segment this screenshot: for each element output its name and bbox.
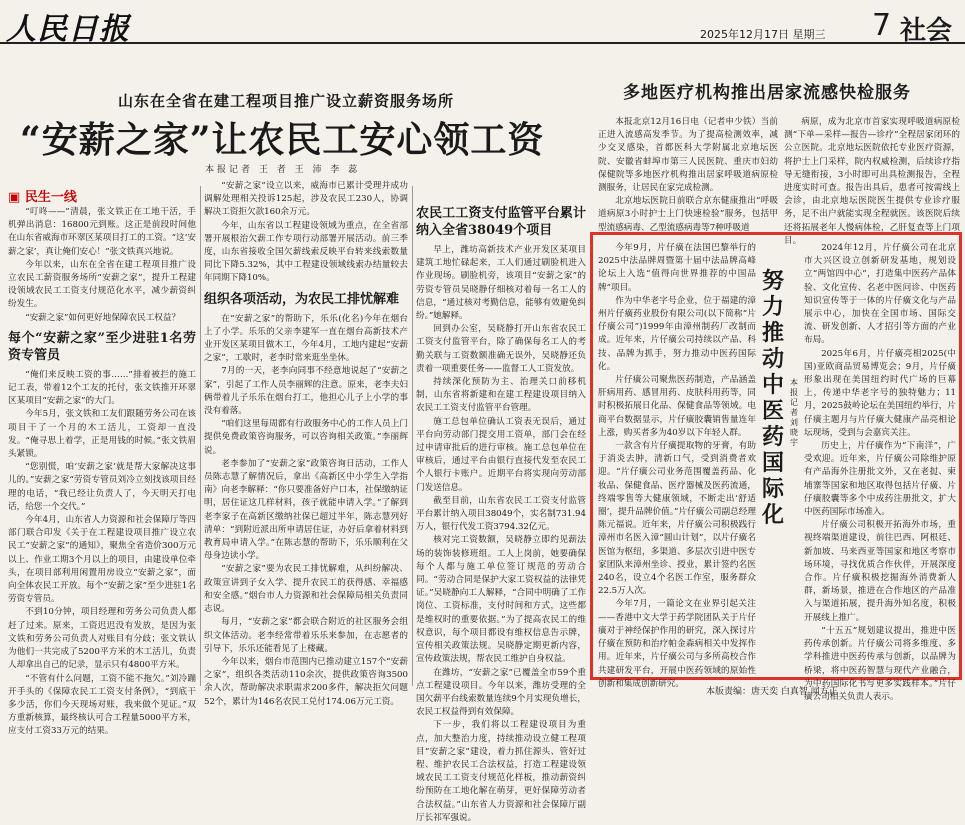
paragraph: 今年以来，烟台市范围内已推动建立157个“安薪之家”，组织各类活动110余次，提供政策咨询3500余人次，帮助解决求职需求200多件，解决拒欠问题52个，累计为146名农民工兑付174.06万元工资。 — [204, 656, 408, 707]
masthead: 人民日报 — [6, 12, 130, 47]
main-subhead-1: 每个“安薪之家”至少进驻1名劳资专管员 — [8, 330, 196, 363]
main-col2-intro — [204, 180, 408, 286]
right-headline: 多地医疗机构推出居家流感快检服务 — [623, 83, 911, 103]
paragraph: 今年7月，一篇论文在业界引起关注——香港中文大学于药学院团队关于片仔癀对于神经保护作用的研究，深入探讨片仔癀在预防和治疗帕金森病相关中发挥作用。近年来，片仔癀公司与多所高校合作共建研发平台，开展中医药领域的原始性创新和集成创新研究。 — [598, 599, 756, 689]
paragraph: 今年，山东省以工程建设领域为重点，在全省部署开展根治欠薪工作专项行动部署开展活动。前三季度，山东省接收全国欠薪线索反映平台转来线索数量同比下降5.32%，其中工程建设领域线索办结量较去年同期下降10%。 — [204, 220, 408, 284]
paragraph: “不管有什么问题，工资不能不拖欠。”刘冷蹦开手头的《保障农民工工资支付条例》，“到底干多少活，你们今天现场对账，我来做个见证。”双方重新核算，最终核认可合工程量5000平方米，应支付工资33万元的结果。 — [8, 673, 196, 737]
paragraph: 片仔癀公司聚焦医药制造，产品涵盖肝病用药、感冒用药、皮肤科用药等，同时积极拓展日化品、保健食品等领域。电商平台数据显示，片仔癀胶囊销售量连年上涨，购买者多为40岁以下年轻人群。 — [598, 375, 756, 438]
page-header — [0, 0, 965, 47]
paragraph: “叮咚——”清晨，张文铁正在工地干活，手机弹出消息：16800元到账。这正是前段时间他在山东省威海市环翠区某项目打工的工资。“这‘安薪之家’，真让俺们安心！”张文铁真兴地说。 — [8, 207, 196, 257]
paragraph: 2025年6月，片仔癀亮相2025(中国)亚欧商品贸易博览会；9月，片仔癀形象出现在美国纽约时代广场的巨幕上，传递中华老字号的独特魅力；11月，2025鼓岭论坛在美国纽约举行，片仔癀主题月与片仔癀大健康产品亮相论坛现场，受到与会嘉宾关注。 — [804, 348, 956, 438]
main-col2-body — [204, 313, 408, 709]
paragraph: 片仔癀公司积极开拓海外市场，重视终端渠道建设，前往巴西、阿根廷、新加坡、马来西亚等国家和地区考察市场环境，寻找优质合作伙伴，开展深度合作。片仔癀积极挖掘海外消费新人群，新场景，推进在合作地区的产品准入与渠道拓展，提升海外知名度，积极开展线上推广。 — [804, 520, 956, 623]
feature-byline: 本报记者 刘晓宇 — [790, 378, 798, 447]
paragraph: 历史上，片仔癀作为“下南洋”，广受欢迎。近年来，片仔癀公司除维护原有产品海外注册批文外，又在老挝、柬埔寨等国家和地区取得包括片仔癀、片仔癀胶囊等多个中成药注册批文，扩大中医药国际市场准入。 — [804, 441, 956, 518]
paragraph: 下一步，我们将以工程建设项目为重点，加大整治力度，持续推动设立健工程项目“安薪之家”建设，着力抓住源头、管好过程、维护农民工合法权益，打造工程建设领域农民工工资支付规范化样板，推动薪资纠纷预防在工地化解在萌芽，更好保障劳动者合法权益。”山东省人力资源和社会保障厅副厅长祁军强说。 — [416, 720, 586, 823]
paragraph: 回到办公室，吴晓静打开山东省农民工工资支付监管平台，除了确保每名工人的考勤关联与工资数额准确无误外，吴晓静还负责着一项重要任务——监督工人工资发放。 — [416, 324, 586, 374]
paragraph: 病原，成为北京市首家实现呼吸道病原检测“下单—采样—报告—诊疗”全程居家闭环的公立医院。北京地坛医院依托专业医疗资源，将护士上门采样，院内权威检测，后续诊疗指导无缝衔接，3小时即可出具检测报告，全程进度实时可查。报告出具后，患者可按需线上会诊，由北京地坛医院医生提供专业诊疗服务，足不出户就能实现全程就医。该医院后续还将拓展老年人慢病体检，乙肝复查等上门项目。 — [784, 117, 960, 246]
paragraph: 今年4月，山东省人力资源和社会保障厅等四部门联合印发《关于在工程建设项目推广设立农民工“安薪之家”的通知》，聚焦全省造价300万元以上、作业工期3个月以上的项目，由建设单位牵头，在项目部利用闲置用房设立“安薪之家”，面向全体农民工开放。每个“安薪之家”至少进驻1名劳资专管员。 — [8, 515, 196, 605]
main-kicker: 山东在全省在建工程项目推广设立薪资服务场所 — [118, 92, 455, 110]
main-col3-body — [416, 495, 586, 825]
paragraph: 2024年12月，片仔癀公司在北京市大兴区设立创新研发基地，规划设立“两馆四中心”，打造集中医药产品体验、文化宣传、名老中医问诊、中医药知识宣传等于一体的片仔癀文化与产品展示中心，加快在全国市场、国际交流、研发创新、人才招引等方面的产业布局。 — [804, 243, 956, 346]
paragraph: “十五五”规划建议提出，推进中医药传承创新。片仔癀公司将多维度、多学科推进中医药传承与创新，以品牌为桥梁，将中医药智慧与现代产业融合，为中药国际化书写更多实践样本。”片仔癀公司相关负责人表示。 — [804, 625, 956, 702]
page-footer: 本版责编：唐天奕 白真智 闻方正 — [706, 687, 838, 697]
paragraph: 本报北京12月16日电（记者申少铁）当前正进入流感高发季节。为了提高检测效率，减少交叉感染，首都医科大学附属北京地坛医院、安徽省蚌埠市第三人民医院、重庆市妇幼保健院等多地医疗机构推出居家呼吸道病原检测服务，让居民在家完成检测。 — [598, 117, 778, 194]
issue-date: 2025年12月17日 星期三 — [700, 28, 826, 41]
paragraph: 在潍坊，“安薪之家”已覆盖全市59个重点工程建设项目。今年以来，潍坊受理的全国欠薪平台线索数量连续9个月实现负增长，农民工权益得到有效保障。 — [416, 667, 586, 718]
main-subhead-2: 组织各项活动，为农民工排忧解难 — [204, 291, 400, 307]
paragraph: 不到10分钟，项目经理和劳务公司负责人都赶了过来。原来，工资迟迟没有发放，是因为张文铁和劳务公司负责人对账目有分歧；张文铁认为他们一共完成了5200平方米的木工活儿，负责人却拿出自己的记录，显示只有4800平方米。 — [8, 607, 196, 671]
main-column-1 — [8, 206, 196, 737]
paragraph: 早上，潍坊高新技术产业开发区某项目建筑工地忙碌起来，工人们通过刷脸机进入作业现场。刷脸机旁，该项目“安薪之家”的劳资专管员吴晓静仔细核对着每一名工人的信息，“通过核对考勤信息，能够有效避免纠纷。”她解释。 — [416, 245, 586, 322]
paragraph: 今年以来，山东在全省在建工程项目推广设立农民工薪资服务场所“安薪之家”，提升工程建设领域农民工工资支付规范化水平，减少薪资纠纷发生。 — [8, 259, 196, 310]
main-byline: 本报记者 王 者 王 沛 李 蕊 — [205, 165, 361, 175]
paragraph: 持续深化预防为主、治理关口前移机制，山东省将新建和在建工程建设项目纳入农民工工资支付监管平台管理。 — [416, 377, 586, 414]
paragraph: 施工总包单位确认工资表无误后，通过平台向劳动部门提交用工资单，部门会在经过申请审批后的进行审核。施工总包单位在审核后，通过平台由银行直接代发至农民工个人银行卡账户。近期平台将实现向劳动部门发送信息。 — [416, 416, 586, 493]
column-rule — [200, 186, 201, 686]
paragraph: “安薪之家”设立以来，威海市已累计受理并成功调解处理相关投诉125起，涉及农民工230人，协调解决工资拒欠款160余万元。 — [204, 181, 408, 218]
paragraph: 一款含有片仔癀提取物的牙膏，有助于消炎去肿，清新口气，受到消费者欢迎。“片仔癀公司业务范围覆盖药品、化妆品、保健食品、医疗器械及医药流通，终端零售等大健康领域，不断走出‘舒适圈’，提升品牌价值。”片仔癀公司副总经理陈元福说。近年来，片仔癀公司积极践行漳州市名医入漳“圆山计划”，以片仔癀名医馆为枢纽，多渠道、多层次引进中医专家团队来漳州坐诊、授业，累计签约名医240名，设立4个名医工作室，服务群众22.5万人次。 — [598, 441, 756, 597]
paragraph: 核对完工资数额，吴晓静立即约见薪法场的装饰装修班组。工人上岗前，她要确保每个人都与施工单位签订规范的劳动合同。“劳动合同是保护大家工资权益的法律凭证。”吴晓静向工人解释，“合同中明确了工作岗位、工资标准，支付时间和方式，这些都是维权时的重要依据。”为了提高农民工的维权意识，每个项目都设有维权信息告示牌，宣传相关政策法规。吴晓静定期更新内容，宣传政策法规，帮农民工维护自身权益。 — [416, 535, 586, 665]
main-column-3 — [416, 200, 586, 823]
feature-column-2 — [804, 242, 956, 702]
main-col3-intro — [416, 244, 586, 495]
paragraph: 老李参加了“安薪之家”政策咨询日活动，工作人员陈志慧了解情况后，拿出《高新区中小学生入学指南》向老李解释：“你只要准备好户口本，社保缴纳证明，居住证这几样材料，孩子就能申请入学。”了解到老李家子在高新区缴纳社保已超过半年，陈志慧列好清单：“到附近派出所申请居住证，办好后拿着材料到教育局申请入学。”在陈志慧的帮助下，乐乐顺利在父母身边读小学。 — [204, 458, 408, 562]
paragraph: “您别慌，咱‘安薪之家’就是帮大家解决这事儿的。”安薪之家“劳资专管员刘冷立刻找该项目经理的电话，“我已经让负责人了，今天明天打电话，给您一个交代。” — [8, 462, 196, 512]
page-number: 7 — [872, 8, 892, 43]
main-subhead-3: 农民工工资支付监管平台累计纳入全省38049个项目 — [416, 206, 586, 238]
paragraph: 北京地坛医院日前联合京东健康推出“呼吸道病原3小时护士上门快速检验”服务，包括甲型流感病毒、乙型流感病毒等7种呼吸道 — [598, 196, 778, 233]
main-headline: “安薪之家”让农民工安心领工资 — [20, 119, 545, 161]
paragraph: 在“安薪之家”的帮助下，乐乐(化名)今年在烟台上了小学。乐乐的父亲李建军一直在烟台高新技术产业开发区某项目做木工，今年4月，工地内建起“安薪之家”，工歇时，老李时常来逛坐坐休。 — [204, 313, 408, 364]
main-col1-body — [8, 369, 196, 739]
paragraph: 7月的一天，老李向同事不经意地说起了“安薪之家”，引起了工作人员李丽辉的注意。原来，老李夫妇俩带着儿子乐乐在烟台打工，他担心儿子上小学的事没有着落。 — [204, 366, 408, 417]
paragraph: 今年9月，片仔癀在法国巴黎举行的2025中法品牌周暨第十届中法品牌高峰论坛上入选“值得向世界推荐的中国品牌”项目。 — [598, 243, 756, 293]
paragraph: “安薪之家”如何更好地保障农民工权益？ — [25, 312, 181, 323]
section-name: 社会 — [900, 16, 953, 46]
paragraph: “咱们这里每周都有行政服务中心的工作人员上门提供免费政策咨询服务，可以咨询相关政策。”李丽辉说。 — [204, 419, 408, 456]
paragraph: 截至目前，山东省农民工工资支付监管平台累计纳入项目38049个，实名制731.94万人，银行代发工资3794.32亿元。 — [416, 495, 586, 533]
paragraph: 每月，“安薪之家”都会联合附近的社区服务会组织文体活动。老李经常带着乐乐来参加，在志愿者的引导下，乐乐还能看见了上楼藏。 — [204, 617, 408, 654]
feature-column-1 — [598, 242, 756, 689]
right-column-1 — [598, 116, 778, 233]
section-tag: ▣ 民生一线 — [8, 190, 77, 205]
feature-title: 努力推动中医药国际化 — [761, 268, 784, 528]
right-column-2 — [784, 116, 960, 246]
column-rule — [412, 186, 413, 686]
main-col1-intro — [8, 206, 196, 325]
paragraph: 作为中华老字号企业，位于福建的漳州片仔癀药业股份有限公司(以下简称“片仔癀公司”)1999年由漳州制药厂改制而成。近年来，片仔癀公司持续以产品、科技、品牌为抓手，努力推动中医药国际化。 — [598, 295, 756, 372]
paragraph: 今年5月，张文铁和工友们跟随劳务公司在该项目干了一个月的木工活儿，工资却一直没发。“俺寻思上着学，正是用钱的时候。”张文铁眉头紧锁。 — [8, 409, 196, 460]
paragraph: “安薪之家”要为农民工排忧解难，从纠纷解决、政策宣讲到子女入学、提升农民工的获得感、幸福感和安全感。”烟台市人力资源和社会保障局相关负责同志说。 — [204, 564, 408, 615]
paragraph: “俺们来反映工资的事……”排着被拦的施工记工表，带着12个工友的托付，张文铁推开环翠区某项目“安薪之家”的大门。 — [8, 369, 196, 407]
main-column-2 — [204, 180, 408, 707]
section-tag-label: 民生一线 — [24, 190, 77, 205]
